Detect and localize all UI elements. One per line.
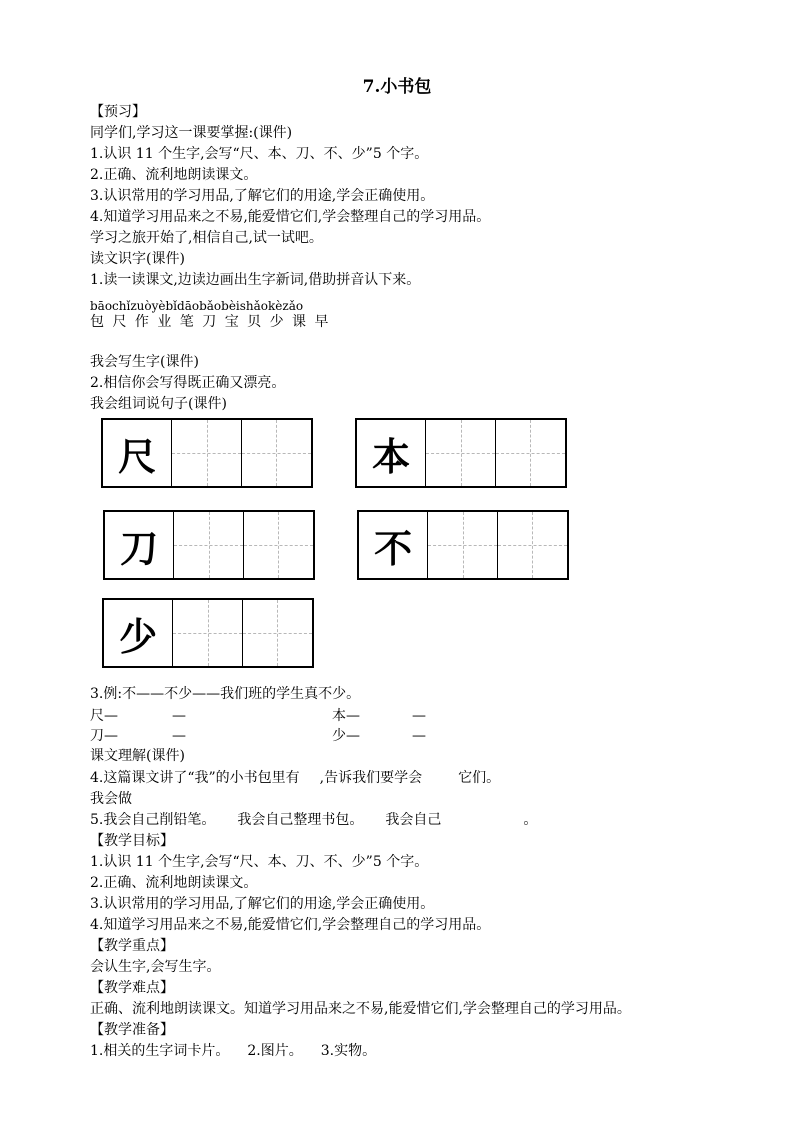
example-shao: 少—	[332, 728, 360, 744]
practice-cell[interactable]	[498, 512, 567, 578]
q4-text-3: 它们。	[458, 770, 501, 786]
practice-cell[interactable]	[428, 512, 497, 578]
practice-cell[interactable]	[243, 600, 312, 666]
example-ben-blank[interactable]: —	[412, 708, 426, 724]
reading-task: 1.读一读课文,边读边画出生字新词,借助拼音认下来。	[90, 272, 421, 288]
can-do-heading: 我会做	[90, 791, 132, 807]
preview-goal-4: 4.知道学习用品来之不易,能爱惜它们,学会整理自己的学习用品。	[90, 209, 491, 225]
preview-encourage: 学习之旅开始了,相信自己,试一试吧。	[90, 230, 323, 246]
teaching-goal-2: 2.正确、流利地朗读课文。	[90, 875, 258, 891]
new-characters-row: 包 尺 作 业 笔 刀 宝 贝 少 课 早	[90, 314, 329, 330]
prep-item: 2.图片。	[247, 1043, 303, 1059]
writing-grid-dao	[103, 510, 315, 580]
q5-text-c: 我会自己	[385, 812, 442, 828]
words-heading: 我会组词说句子(课件)	[90, 396, 227, 412]
example-ben: 本—	[332, 708, 360, 724]
practice-cell[interactable]	[174, 512, 243, 578]
example-shao-blank[interactable]: —	[412, 728, 426, 744]
grid-char: 不	[359, 512, 428, 578]
q4-text-2: ,告诉我们要学会	[319, 770, 423, 786]
writing-grid-chi	[101, 418, 313, 488]
practice-cell[interactable]	[496, 420, 565, 486]
example-dao: 刀—	[90, 728, 118, 744]
writing-task: 2.相信你会写得既正确又漂亮。	[90, 375, 286, 391]
difficulty-heading: 【教学难点】	[90, 980, 174, 996]
grid-char: 刀	[105, 512, 174, 578]
example-chi: 尺—	[90, 708, 118, 724]
pinyin-row: bāochǐzuòyèbǐdāobǎobèishǎokèzǎo	[90, 299, 304, 313]
q5-text-b: 我会自己整理书包。	[237, 812, 364, 828]
section-heading-preview: 【预习】	[90, 104, 146, 120]
practice-cell[interactable]	[172, 420, 241, 486]
prep-list	[90, 1041, 376, 1061]
question-5	[90, 810, 537, 830]
writing-grid-bu	[357, 510, 569, 580]
page-title: 7.小书包	[362, 77, 432, 97]
prep-heading: 【教学准备】	[90, 1022, 174, 1038]
key-heading: 【教学重点】	[90, 938, 174, 954]
practice-cell[interactable]	[242, 420, 311, 486]
q4-text-1: 4.这篇课文讲了“我”的小书包里有	[90, 770, 300, 786]
teaching-goal-4: 4.知道学习用品来之不易,能爱惜它们,学会整理自己的学习用品。	[90, 917, 491, 933]
preview-goal-1: 1.认识 11 个生字,会写“尺、本、刀、不、少”5 个字。	[90, 146, 429, 162]
writing-grid-shao	[102, 598, 314, 668]
reading-heading: 读文识字(课件)	[90, 251, 185, 267]
practice-cell[interactable]	[244, 512, 313, 578]
grid-char: 少	[104, 600, 173, 666]
example-line: 3.例:不——不少——我们班的学生真不少。	[90, 686, 361, 702]
practice-cell[interactable]	[173, 600, 242, 666]
comprehension-heading: 课文理解(课件)	[90, 748, 185, 764]
grid-char: 本	[357, 420, 426, 486]
preview-goal-3: 3.认识常用的学习用品,了解它们的用途,学会正确使用。	[90, 188, 435, 204]
prep-item: 3.实物。	[320, 1043, 377, 1059]
grid-char: 尺	[103, 420, 172, 486]
writing-heading: 我会写生字(课件)	[90, 354, 199, 370]
teaching-goal-heading: 【教学目标】	[90, 833, 174, 849]
difficulty-text: 正确、流利地朗读课文。知道学习用品来之不易,能爱惜它们,学会整理自己的学习用品。	[90, 1001, 631, 1017]
key-text: 会认生字,会写生字。	[90, 959, 221, 975]
preview-goal-2: 2.正确、流利地朗读课文。	[90, 167, 258, 183]
preview-intro: 同学们,学习这一课要掌握:(课件)	[90, 125, 293, 141]
example-dao-blank[interactable]: —	[172, 728, 186, 744]
teaching-goal-1: 1.认识 11 个生字,会写“尺、本、刀、不、少”5 个字。	[90, 854, 429, 870]
practice-cell[interactable]	[426, 420, 495, 486]
example-chi-blank[interactable]: —	[172, 708, 186, 724]
writing-grid-ben	[355, 418, 567, 488]
q5-end: 。	[523, 812, 538, 828]
question-4	[90, 768, 500, 788]
q5-text-a: 5.我会自己削铅笔。	[90, 812, 216, 828]
teaching-goal-3: 3.认识常用的学习用品,了解它们的用途,学会正确使用。	[90, 896, 435, 912]
prep-item: 1.相关的生字词卡片。	[90, 1043, 230, 1059]
